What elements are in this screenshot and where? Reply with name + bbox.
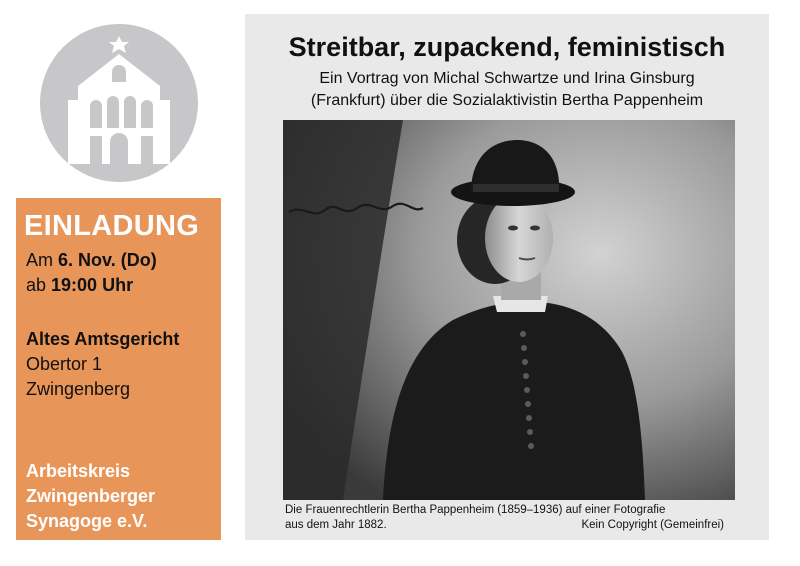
talk-subtitle-line-2: (Frankfurt) über die Sozialaktivistin Bertha Pappenheim [310,92,704,109]
organizer-line-3: Synagoge e.V. [26,511,148,531]
date-value: 6. Nov. (Do) [58,250,157,270]
photo-caption-line-1: Die Frauenrechtlerin Bertha Pappenheim (1859–1936) auf einer Fotografie [285,504,666,516]
talk-title: Streitbar, zupackend, feministisch [288,32,726,62]
time-value: 19:00 Uhr [51,275,134,295]
synagogue-building-icon [40,24,198,182]
photo-caption-line-2: aus dem Jahr 1882. [285,519,387,531]
organizer-line-2: Zwingenberger [26,486,156,506]
venue-name: Altes Amtsgericht [26,329,180,349]
portrait-photo [283,120,735,500]
date-prefix: Am [26,250,59,270]
talk-subtitle-line-1: Ein Vortrag von Michal Schwartze und Irina Ginsburg [319,70,695,87]
venue-street: Obertor 1 [26,354,103,374]
talk-panel [245,14,769,540]
event-time [26,275,133,296]
photo-credit: Kein Copyright (Gemeinfrei) [581,519,724,531]
invitation-heading: EINLADUNG [24,210,200,242]
venue-town: Zwingenberg [26,379,131,399]
time-prefix: ab [26,275,52,295]
organizer-line-1: Arbeitskreis [26,461,131,481]
invitation-panel [16,198,221,540]
event-date [26,250,157,271]
